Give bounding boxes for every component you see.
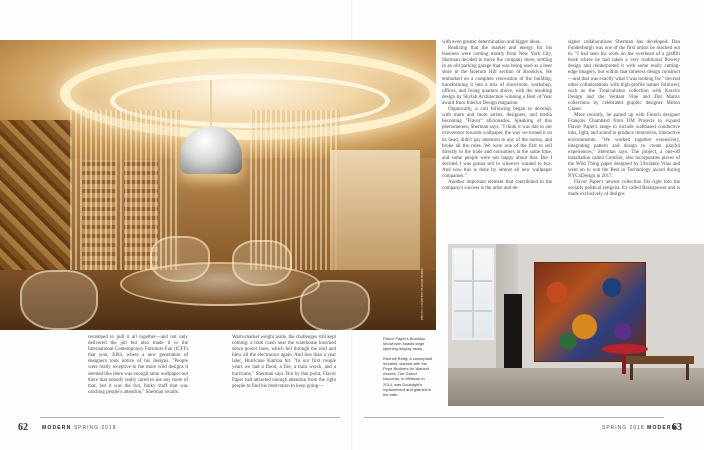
photo-stool-leg: [622, 352, 626, 374]
photo-table-leg: [630, 364, 633, 380]
photo-floor: [448, 368, 704, 406]
body-column-right-2: [568, 40, 680, 198]
body-paragraph: More recently, he paired up with French designer François Chambard from UM Projects to expand Flavor Paper's range to include wallbased conductive inks, light, and sound to produce immersive, interactive environments. "We worked together extensively, integrating pattern and design to create playful experiences," Sherman says. The project, a one-off installation called Comfort, also incorporates pieces of the Wild Thing paper designed by Ultralake Vilas and went on to win the Best in Technology award during NYCxDesign in 2017.: [568, 113, 680, 180]
footer-rule-left: [40, 417, 340, 418]
magazine-brand: MODERN: [42, 425, 72, 431]
running-footer-left: [42, 425, 117, 431]
running-footer-right: [602, 425, 677, 431]
photo-table: [624, 356, 694, 364]
page-number-right: 63: [672, 422, 682, 433]
photo-red-stool: [602, 344, 648, 354]
body-paragraph: Realizing that the market and energy for his business were coming mostly from New York City, Sherman decided to move the company there, settling in an old parking garage that was being used as a beer store in the Boerum Hill section of Brooklyn. He embarked on a complete renovation of the building, transforming it into a mix of showroom, workshop, offices, and living quarters above, with the resulting design by Skylab Architecture winning a Best of Year award from Interior Design magazine.: [442, 46, 552, 106]
photo-dark-doorway: [504, 294, 522, 368]
body-paragraph: Warts-market weight aside, the challenges still kept coming: a tram crash near the warehouse knocked down power lines, which fell through the roof and blew all the electronics again. And less than a year later, Hurricane Katrina hit. "In our first couple years we had a flood, a fire, a train wreck, and a hurricane," Sherman says. But by that point, Flavor Paper had attracted enough attention from the right people to find his motivation to keep going—: [232, 335, 336, 389]
photo-window-mullion: [454, 310, 492, 312]
photo-chair: [300, 280, 370, 330]
issue-label: SPRING 2018: [73, 425, 117, 431]
body-column-right-1: [442, 40, 552, 192]
photo-window: [452, 248, 494, 340]
body-column-left-1: [88, 335, 188, 396]
body-column-left-2: [232, 335, 336, 390]
footer-rule-right: [364, 417, 664, 418]
photo-caption: [383, 336, 434, 401]
body-paragraph: with even greater determination and bigger ideas.: [442, 40, 541, 45]
body-paragraph: Flavor Paper's newest collection fits right into the socially political zeitgeist. It's called Resistpower and is made exclusively of designs: [568, 180, 680, 198]
photo-window-mullion: [472, 250, 474, 338]
issue-label: SPRING 2018: [602, 425, 645, 431]
photo-chair: [150, 236, 210, 282]
photo-window-mullion: [454, 280, 492, 282]
page-number-left: 62: [18, 422, 28, 433]
gallery-photo: [448, 244, 704, 406]
caption-paragraph: Flavor Paper's Brooklyn showroom boasts large spinning display racks.: [383, 336, 426, 352]
photo-credit: PHOTO: COURTESY FLAVOR PAPER: [420, 268, 424, 320]
body-paragraph: revamped to pull it all together—and not only delivered the job but also made it to the International Contemporary Furniture Fair (ICFF) that year, 2004, where a new generation of designers took notice of his designs. "People were really receptive to the more wild designs it seemed like there was enough tame wallpaper out there that nobody really cared to see any more of that, but it was the fun, funky stuff that was catching people's attention," Sherman recalls.: [88, 335, 188, 395]
magazine-brand: MODERN: [647, 425, 677, 431]
showroom-photo: [0, 40, 436, 330]
photo-chair: [232, 240, 292, 286]
body-paragraph: Organically, a cult following began to develop, with more and more artists, designers, and media becoming "Flavor" aficionados. Speaking of this phenomenon, Sherman says: "I think it was due to our irreverence towards wallpaper, the way we turned it on its head, didn't pay attention to any of the norms, and broke all the rules. We were one of the first to sell directly to the trade and consumers at the same time, and some people were not happy about that. But I decided I was gonna sell to whoever wanted to buy. And now this is done by almost all new wallpaper companies.": [442, 107, 552, 180]
photo-table-leg: [686, 364, 689, 380]
photo-doorway: [330, 150, 420, 280]
photo-pendant-cord: [210, 80, 212, 128]
caption-paragraph: Ronnell Reilly, a conceptual muralist, worked with the Pope Brothers for Waldorf Astoria. The Grand Nouveau, in Midtown in 2014, was Doublight's replacement and glamed in the bath.: [383, 355, 433, 398]
photo-chair: [20, 270, 98, 330]
body-paragraph: Another important element that contributed to the company's success is the artist and de-: [442, 180, 552, 192]
body-paragraph: signer collaborations Sherman has developed. Dan Funderburgh was one of the first artists he reached out to. "I had seen his work on the overhead of a graffiti book where he had taken a very traditional flowery design and reinterpreted it with some really cutting-edge imagery, but within that timeless design construct—and that was exactly what I was looking for." Several other collaborations with high-profile names followed, such as the Tropicalismo collection with Kravitz Design and the Verdant Vine and Dot Matrix collections by celebrated graphic designer Milton Glaser.: [568, 40, 680, 113]
